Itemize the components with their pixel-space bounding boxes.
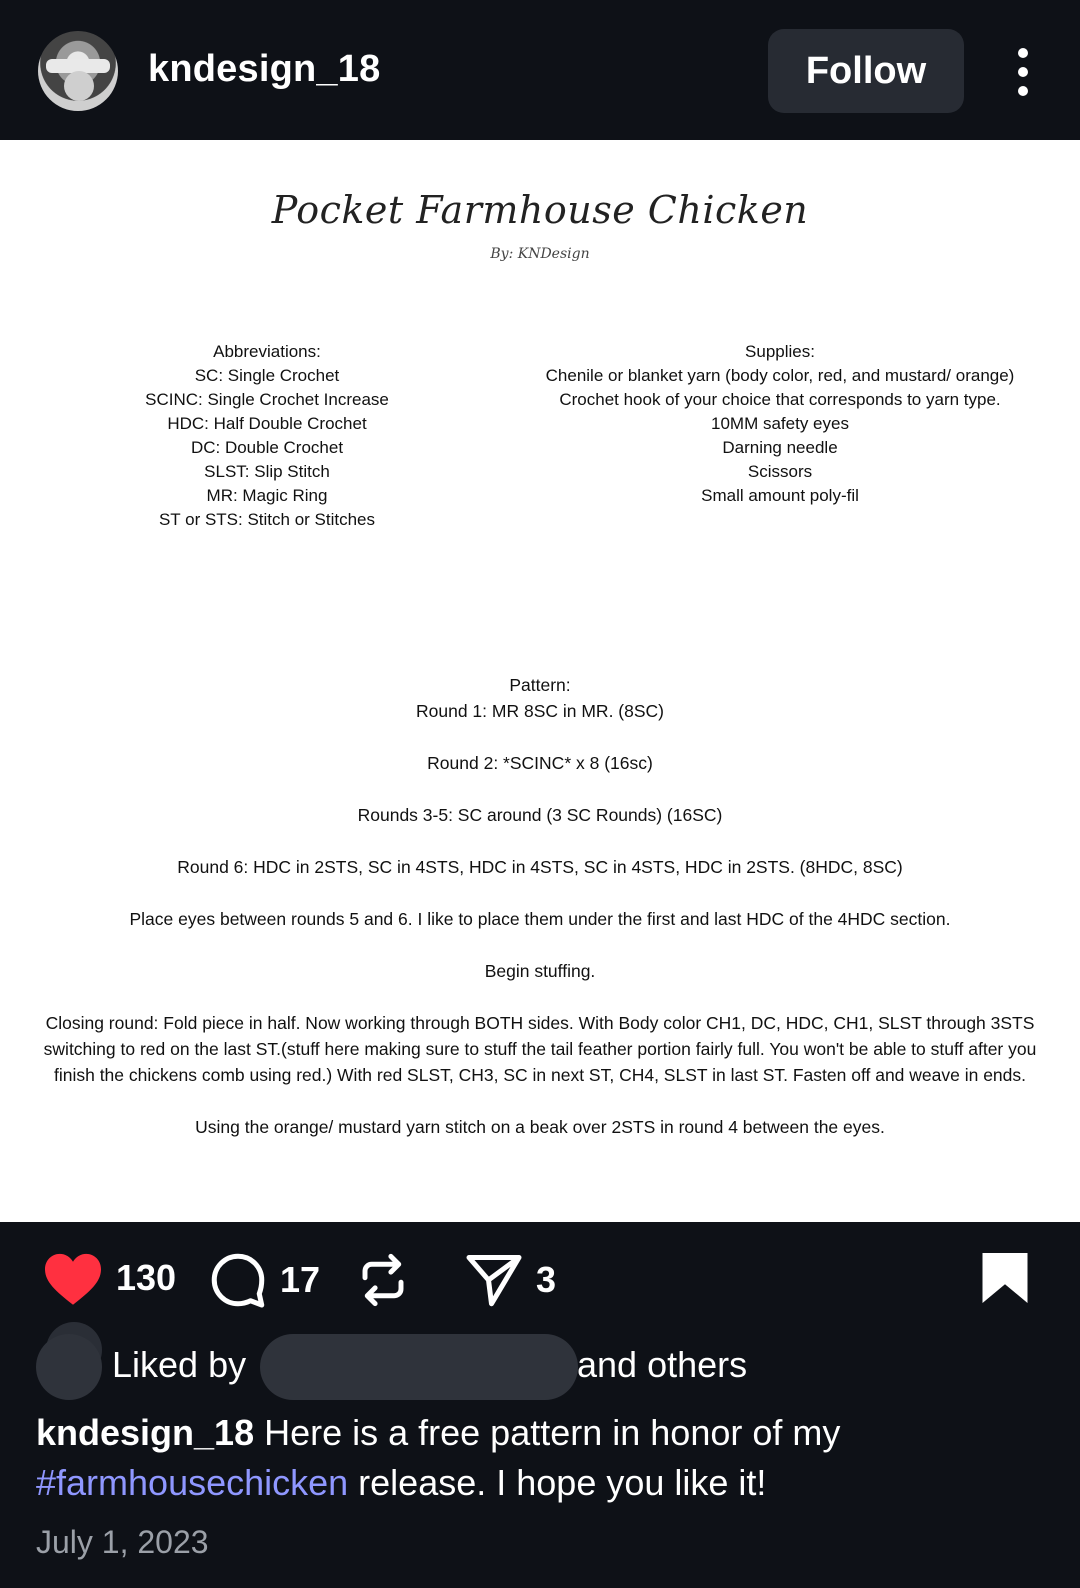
abbreviation-line: HDC: Half Double Crochet — [167, 414, 367, 433]
caption-text: release. I hope you like it! — [348, 1462, 767, 1503]
share-action[interactable] — [464, 1250, 556, 1310]
action-bar — [0, 1240, 1080, 1320]
more-dot — [1018, 86, 1028, 96]
share-count: 3 — [536, 1259, 557, 1300]
post-caption — [36, 1408, 1046, 1508]
abbreviation-line: Abbreviations: — [213, 342, 321, 361]
header-username[interactable]: kndesign_18 — [148, 48, 381, 90]
supplies-list — [520, 340, 1040, 508]
comment-action[interactable] — [208, 1250, 320, 1310]
more-vertical-icon[interactable] — [1005, 48, 1041, 96]
repost-icon[interactable] — [356, 1250, 410, 1310]
supply-line: 10MM safety eyes — [711, 414, 849, 433]
pattern-step: Rounds 3-5: SC around (3 SC Rounds) (16SC) — [357, 805, 723, 825]
liker-avatar — [36, 1334, 102, 1400]
post-image[interactable] — [0, 140, 1080, 1222]
supply-line: Small amount poly-fil — [701, 486, 859, 505]
abbreviation-line: MR: Magic Ring — [206, 486, 328, 505]
supply-line: Scissors — [747, 462, 813, 481]
and-others-label[interactable]: and others — [577, 1344, 748, 1385]
more-dot — [1018, 67, 1028, 77]
abbreviation-line: SC: Single Crochet — [194, 366, 340, 385]
bookmark-icon[interactable] — [980, 1250, 1030, 1306]
caption-text: Here is a free pattern in honor of my — [254, 1412, 841, 1453]
pattern-step: Using the orange/ mustard yarn stitch on a beak over 2STS in round 4 between the eyes. — [195, 1117, 885, 1137]
supply-line: Supplies: — [745, 342, 815, 361]
profile-avatar[interactable] — [38, 31, 118, 111]
pattern-step: Round 6: HDC in 2STS, SC in 4STS, HDC in 4STS, SC in 4STS, HDC in 2STS. (8HDC, 8SC) — [177, 857, 903, 877]
avatar-face — [64, 71, 94, 101]
redacted-username — [260, 1334, 578, 1400]
pattern-heading: Pattern: — [509, 675, 571, 695]
repost-action[interactable] — [356, 1250, 410, 1310]
abbreviations-list — [130, 340, 404, 532]
supply-line: Darning needle — [722, 438, 838, 457]
more-dot — [1018, 48, 1028, 58]
abbreviation-line: SLST: Slip Stitch — [204, 462, 330, 481]
caption-hashtag[interactable]: #farmhousechicken — [36, 1462, 349, 1503]
share-icon[interactable] — [464, 1250, 524, 1310]
abbreviation-line: ST or STS: Stitch or Stitches — [158, 510, 376, 529]
post-header — [0, 0, 1080, 140]
pattern-instructions — [40, 672, 1040, 1166]
supply-line: Chenile or blanket yarn (body color, red, and mustard/ orange) — [545, 366, 1015, 385]
caption-username[interactable]: kndesign_18 — [36, 1412, 255, 1453]
follow-button[interactable]: Follow — [768, 29, 964, 113]
pattern-step: Begin stuffing. — [484, 961, 596, 981]
supply-line: Crochet hook of your choice that corresponds to yarn type. — [559, 390, 1001, 409]
abbreviation-line: DC: Double Crochet — [190, 438, 344, 457]
liked-by-label: Liked by — [112, 1344, 247, 1385]
pattern-step: Closing round: Fold piece in half. Now working through BOTH sides. With Body color CH1, DC, HDC, CH1, SLST through 3STS switching to red on the last ST.(stuff here making sure to stuff the tail feather portion fairly full. You won't be able to stuff after you finish the chickens comb using red.) With red SLST, CH3, SC in next ST, CH4, SLST in last ST. Fasten off and weave in ends. — [43, 1013, 1037, 1085]
bookmark-action[interactable] — [980, 1250, 1030, 1306]
comment-count: 17 — [280, 1259, 321, 1300]
like-action[interactable] — [42, 1250, 176, 1306]
liked-by-row[interactable] — [36, 1332, 1036, 1402]
pattern-step: Round 2: *SCINC* x 8 (16sc) — [427, 753, 653, 773]
heart-icon[interactable] — [42, 1250, 104, 1306]
pattern-step: Round 1: MR 8SC in MR. (8SC) — [416, 701, 664, 721]
document-byline: By: KNDesign — [490, 246, 590, 262]
post-date: July 1, 2023 — [36, 1524, 209, 1560]
abbreviation-line: SCINC: Single Crochet Increase — [145, 390, 389, 409]
document-title: Pocket Farmhouse Chicken — [271, 188, 809, 232]
like-count: 130 — [116, 1257, 177, 1298]
pattern-step: Place eyes between rounds 5 and 6. I like to place them under the first and last HDC of the 4HDC section. — [129, 909, 951, 929]
comment-icon[interactable] — [208, 1250, 268, 1310]
